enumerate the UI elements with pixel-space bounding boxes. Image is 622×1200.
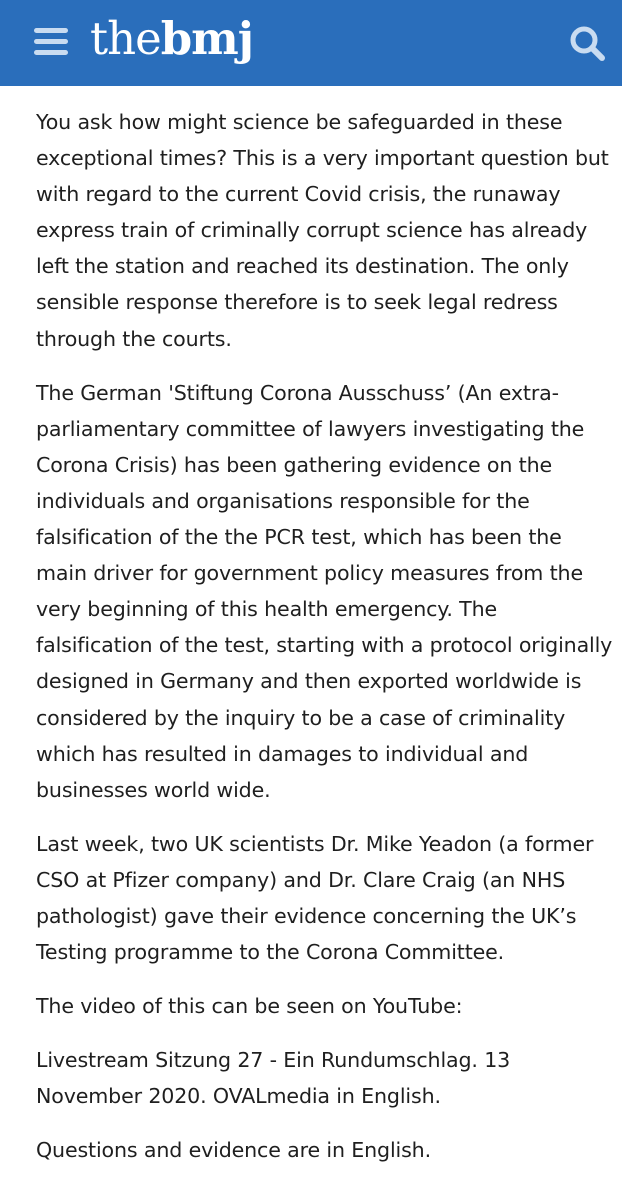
article-paragraph: [36, 826, 598, 970]
menu-bar: [34, 39, 68, 44]
logo-the-text: the: [90, 12, 161, 65]
text-line: left the station and reached its destination. The only: [36, 254, 569, 279]
text-line: falsification of the the PCR test, which has been the: [36, 525, 562, 550]
text-line: You ask how might science be safeguarded in these: [36, 110, 563, 134]
menu-bar: [34, 28, 68, 33]
article-paragraph: [36, 988, 598, 1024]
text-line: very beginning of this health emergency. The: [36, 597, 498, 622]
text-line: parliamentary committee of lawyers investigating the: [36, 416, 585, 441]
text-line: which has resulted in damages to individual and: [36, 741, 529, 766]
text-line: designed in Germany and then exported worldwide is: [36, 669, 582, 694]
text-line: exceptional times? This is a very important question but: [36, 146, 609, 171]
text-line: CSO at Pfizer company) and Dr. Clare Craig (an NHS: [36, 867, 566, 892]
article-paragraph: [36, 1042, 598, 1114]
text-line: November 2020. OVALmedia in English.: [36, 1084, 441, 1109]
text-line: falsification of the test, starting with a protocol originally: [36, 633, 613, 658]
text-line: Livestream Sitzung 27 - Ein Rundumschlag. 13: [36, 1048, 511, 1073]
logo-bmj-text: bmj: [160, 12, 254, 65]
text-line: Testing programme to the Corona Committee.: [36, 940, 505, 965]
text-line: considered by the inquiry to be a case of criminality: [36, 705, 566, 730]
text-line: businesses world wide.: [36, 777, 271, 802]
site-header: [0, 0, 622, 86]
text-line: express train of criminally corrupt science has already: [36, 218, 588, 243]
text-line: The German 'Stiftung Corona Ausschuss’ (An extra-: [36, 380, 559, 405]
text-line: sensible response therefore is to seek legal redress: [36, 290, 558, 315]
hamburger-menu-icon[interactable]: [34, 28, 70, 56]
menu-bar: [34, 50, 68, 55]
article-paragraph: [36, 1132, 598, 1168]
text-line: individuals and organisations responsible for the: [36, 488, 530, 513]
text-line: Corona Crisis) has been gathering evidence on the: [36, 452, 553, 477]
bmj-logo[interactable]: [90, 11, 253, 67]
text-line: The video of this can be seen on YouTube:: [36, 994, 463, 1019]
search-icon[interactable]: [568, 24, 608, 64]
article-paragraph: [36, 104, 609, 357]
text-line: main driver for government policy measures from the: [36, 561, 583, 586]
text-line: pathologist) gave their evidence concerning the UK’s: [36, 903, 577, 928]
article-paragraph: [36, 375, 613, 808]
article-body: [36, 104, 613, 1187]
text-line: through the courts.: [36, 326, 232, 351]
text-line: Questions and evidence are in English.: [36, 1138, 431, 1163]
text-line: with regard to the current Covid crisis, the runaway: [36, 182, 561, 207]
text-line: Last week, two UK scientists Dr. Mike Yeadon (a former: [36, 831, 594, 856]
